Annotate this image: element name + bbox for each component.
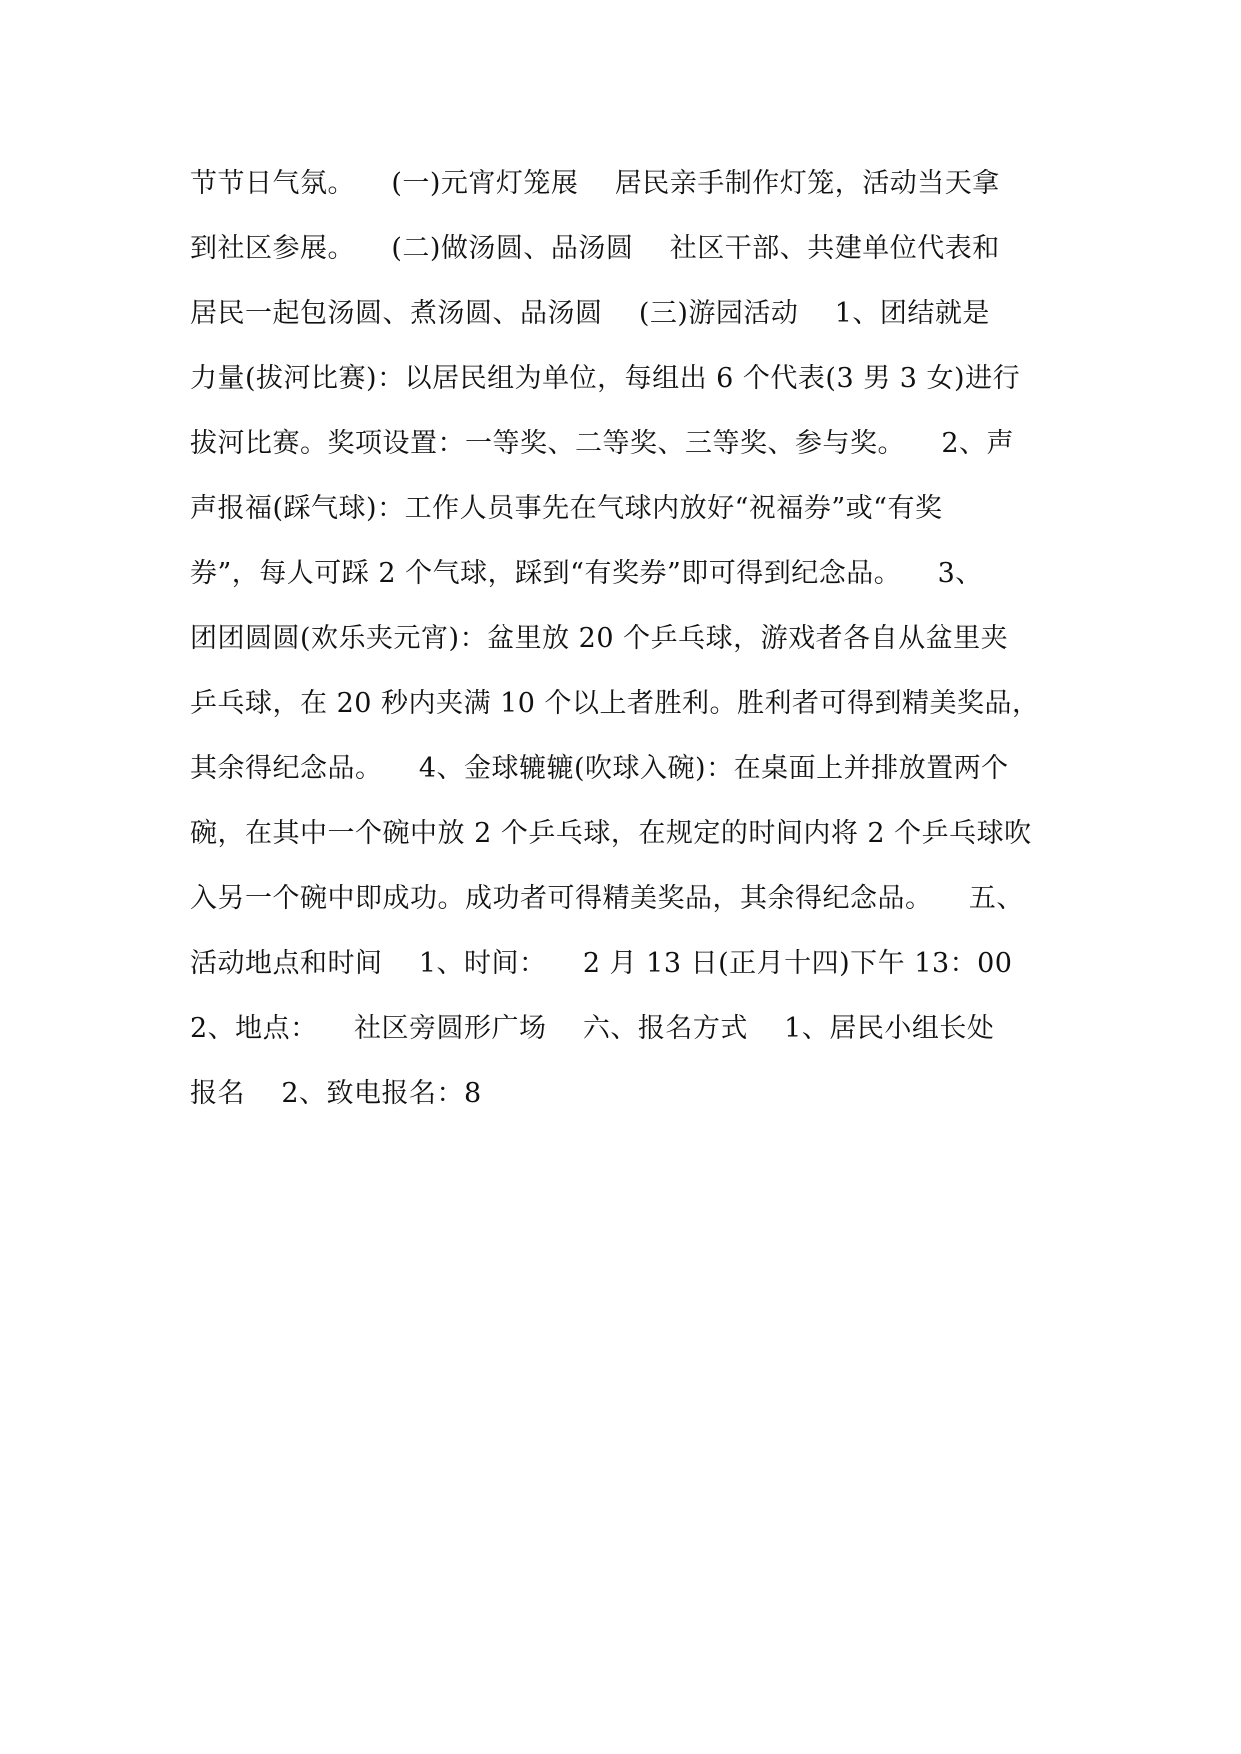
text-line: 团团圆圆(欢乐夹元宵)：盆里放 20 个乒乓球，游戏者各自从盆里夹 [190, 623, 1009, 654]
text-line: 拔河比赛。奖项设置：一等奖、二等奖、三等奖、参与奖。 2、声 [190, 428, 1015, 459]
text-line: 券”，每人可踩 2 个气球，踩到“有奖券”即可得到纪念品。 3、 [190, 558, 983, 589]
text-line: 乒乓球，在 20 秒内夹满 10 个以上者胜利。胜利者可得到精美奖品， [190, 688, 1040, 719]
text-line: 2、地点： 社区旁圆形广场 六、报名方式 1、居民小组长处 [190, 1013, 995, 1044]
text-line: 入另一个碗中即成功。成功者可得精美奖品，其余得纪念品。 五、 [190, 883, 1024, 914]
text-line: 节节日气氛。 (一)元宵灯笼展 居民亲手制作灯笼，活动当天拿 [190, 168, 1000, 199]
text-line: 碗，在其中一个碗中放 2 个乒乓球，在规定的时间内将 2 个乒乓球吹 [190, 818, 1032, 849]
text-line: 声报福(踩气球)：工作人员事先在气球内放好“祝福券”或“有奖 [190, 493, 943, 524]
body-text [190, 160, 1060, 1135]
text-line: 报名 2、致电报名：8 [190, 1078, 482, 1109]
text-line: 其余得纪念品。 4、金球辘辘(吹球入碗)：在桌面上并排放置两个 [190, 753, 1009, 784]
text-line: 活动地点和时间 1、时间： 2 月 13 日(正月十四)下午 13：00 [190, 948, 1013, 979]
text-line: 到社区参展。 (二)做汤圆、品汤圆 社区干部、共建单位代表和 [190, 233, 1000, 264]
text-line: 居民一起包汤圆、煮汤圆、品汤圆 (三)游园活动 1、团结就是 [190, 298, 990, 329]
text-line: 力量(拔河比赛)：以居民组为单位，每组出 6 个代表(3 男 3 女)进行 [190, 363, 1021, 394]
